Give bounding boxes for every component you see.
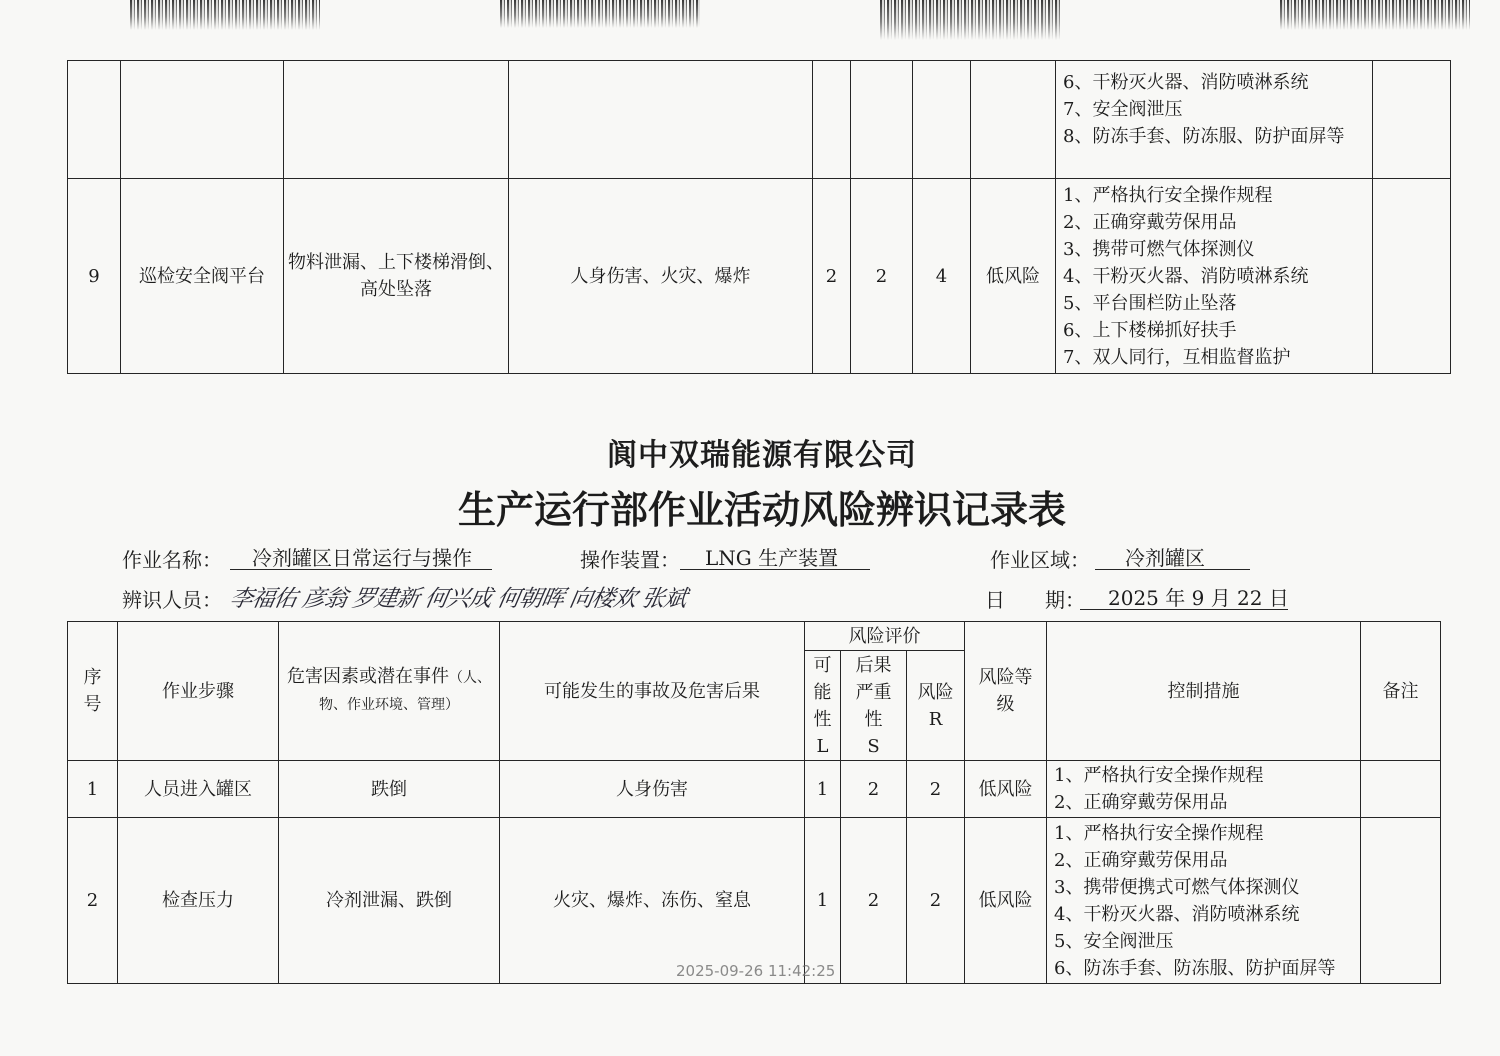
hazard-cell (284, 61, 509, 179)
header-likelihood-line: 性 (813, 708, 832, 730)
remark-cell (1373, 61, 1451, 179)
measure-item: 1、严格执行安全操作规程 (1063, 184, 1273, 206)
measures-cell (1056, 179, 1373, 374)
scan-artifact (880, 0, 1060, 40)
severity-cell: 2 (841, 818, 907, 984)
measure-item: 6、干粉灭火器、消防喷淋系统 (1063, 72, 1309, 93)
measure-item: 3、携带便携式可燃气体探测仪 (1054, 876, 1300, 898)
header-hazard-note: 物、作业环境、管理） (319, 697, 459, 713)
step-cell: 检查压力 (118, 818, 279, 984)
measure-item: 4、干粉灭火器、消防喷淋系统 (1063, 265, 1309, 287)
seq-cell: 9 (68, 179, 121, 374)
consequence-cell: 火灾、爆炸、冻伤、窒息 (500, 818, 805, 984)
company-name: 阆中双瑞能源有限公司 (607, 438, 917, 473)
header-risk-evaluation: 风险评价 (805, 622, 965, 651)
header-severity-line: 性 (864, 708, 883, 730)
remark-cell (1373, 179, 1451, 374)
hazard-cell: 跌倒 (279, 761, 500, 818)
measures-cell (1056, 61, 1373, 179)
header-severity-line: S (867, 735, 880, 757)
risk-cell: 2 (907, 818, 965, 984)
header-risk-level-line: 级 (996, 694, 1015, 715)
measure-item: 2、正确穿戴劳保用品 (1063, 211, 1237, 233)
job-name-value: 冷剂罐区日常运行与操作 (230, 547, 492, 570)
table-row (68, 761, 1441, 818)
measures-cell (1047, 818, 1361, 984)
severity-cell: 2 (841, 761, 907, 818)
header-likelihood (805, 651, 841, 761)
measure-item: 8、防冻手套、防冻服、防护面屏等 (1063, 126, 1345, 147)
seq-cell: 2 (68, 818, 118, 984)
likelihood-cell: 1 (805, 761, 841, 818)
date-value: 2025 年 9 月 22 日 (1080, 587, 1288, 610)
consequence-cell (509, 61, 813, 179)
likelihood-cell: 2 (813, 179, 851, 374)
measure-item: 5、安全阀泄压 (1054, 930, 1174, 952)
measure-item: 1、严格执行安全操作规程 (1054, 822, 1264, 844)
hazard-cell: 冷剂泄漏、跌倒 (279, 818, 500, 984)
scan-artifact (1280, 0, 1470, 30)
seq-cell (68, 61, 121, 179)
scan-artifact (500, 0, 700, 28)
severity-cell (851, 61, 913, 179)
risk-cell (913, 61, 971, 179)
header-hazard (279, 622, 500, 761)
header-hazard-line (282, 663, 496, 692)
remark-cell (1361, 818, 1441, 984)
header-risk (907, 651, 965, 761)
measure-item: 3、携带可燃气体探测仪 (1063, 238, 1255, 260)
measure-item: 1、严格执行安全操作规程 (1054, 765, 1264, 786)
risk-level-cell: 低风险 (965, 818, 1047, 984)
risk-cell: 2 (907, 761, 965, 818)
area-value: 冷剂罐区 (1095, 547, 1250, 570)
form-title: 生产运行部作业活动风险辨识记录表 (457, 488, 1066, 532)
header-consequence: 可能发生的事故及危害后果 (500, 622, 805, 761)
header-likelihood-line: L (816, 735, 829, 757)
risk-table (67, 621, 1441, 984)
measure-item: 7、双人同行，互相监督监护 (1063, 346, 1291, 368)
likelihood-cell: 1 (805, 818, 841, 984)
step-cell: 巡检安全阀平台 (121, 179, 284, 374)
measure-item: 4、干粉灭火器、消防喷淋系统 (1054, 903, 1300, 925)
date-label: 日 期： (985, 588, 1085, 612)
scan-timestamp: 2025-09-26 11:42:25 (676, 962, 836, 980)
header-seq (68, 622, 118, 761)
risk-level-cell: 低风险 (965, 761, 1047, 818)
step-cell (121, 61, 284, 179)
measure-item: 2、正确穿戴劳保用品 (1054, 849, 1228, 871)
header-remark: 备注 (1361, 622, 1441, 761)
table-header-row (68, 622, 1441, 651)
header-seq-line: 序 (83, 667, 102, 688)
step-cell: 人员进入罐区 (118, 761, 279, 818)
header-risk-line: 风险 (917, 681, 954, 703)
header-hazard-main: 危害因素或潜在事件 (287, 666, 449, 687)
measure-item: 5、平台围栏防止坠落 (1063, 292, 1237, 314)
header-risk-line: R (928, 708, 943, 730)
measure-item: 7、安全阀泄压 (1063, 99, 1183, 120)
header-severity-line: 严重 (855, 681, 892, 703)
severity-cell: 2 (851, 179, 913, 374)
risk-table-continued (67, 60, 1451, 374)
identifiers-label: 辨识人员： (122, 588, 222, 612)
header-severity-line: 后果 (855, 654, 892, 676)
header-risk-level (965, 622, 1047, 761)
risk-level-cell (971, 61, 1056, 179)
identifiers-signatures: 李福佑 彦翁 罗建新 何兴成 何朝晖 向楼欢 张斌 (227, 586, 689, 612)
measures-cell (1047, 761, 1361, 818)
header-risk-level-line: 风险等 (978, 667, 1033, 688)
table-row (68, 818, 1441, 984)
scan-artifact (130, 0, 320, 30)
consequence-cell: 人身伤害、火灾、爆炸 (509, 179, 813, 374)
consequence-cell: 人身伤害 (500, 761, 805, 818)
job-name-label: 作业名称： (122, 548, 222, 572)
header-hazard-note: （人、 (449, 670, 491, 686)
header-seq-line: 号 (83, 694, 102, 715)
risk-cell: 4 (913, 179, 971, 374)
seq-cell: 1 (68, 761, 118, 818)
hazard-cell: 物料泄漏、上下楼梯滑倒、高处坠落 (284, 179, 509, 374)
measure-item: 6、防冻手套、防冻服、防护面屏等 (1054, 957, 1336, 979)
risk-level-cell: 低风险 (971, 179, 1056, 374)
remark-cell (1361, 761, 1441, 818)
header-measures: 控制措施 (1047, 622, 1361, 761)
area-label: 作业区域： (990, 548, 1090, 572)
device-label: 操作装置： (580, 548, 680, 572)
table-row (68, 179, 1451, 374)
device-value: LNG 生产装置 (680, 547, 870, 570)
measure-item: 6、上下楼梯抓好扶手 (1063, 319, 1237, 341)
likelihood-cell (813, 61, 851, 179)
table-row (68, 61, 1451, 179)
header-severity (841, 651, 907, 761)
header-likelihood-line: 可 (813, 654, 832, 676)
header-likelihood-line: 能 (813, 681, 832, 703)
header-step: 作业步骤 (118, 622, 279, 761)
measure-item: 2、正确穿戴劳保用品 (1054, 792, 1228, 813)
